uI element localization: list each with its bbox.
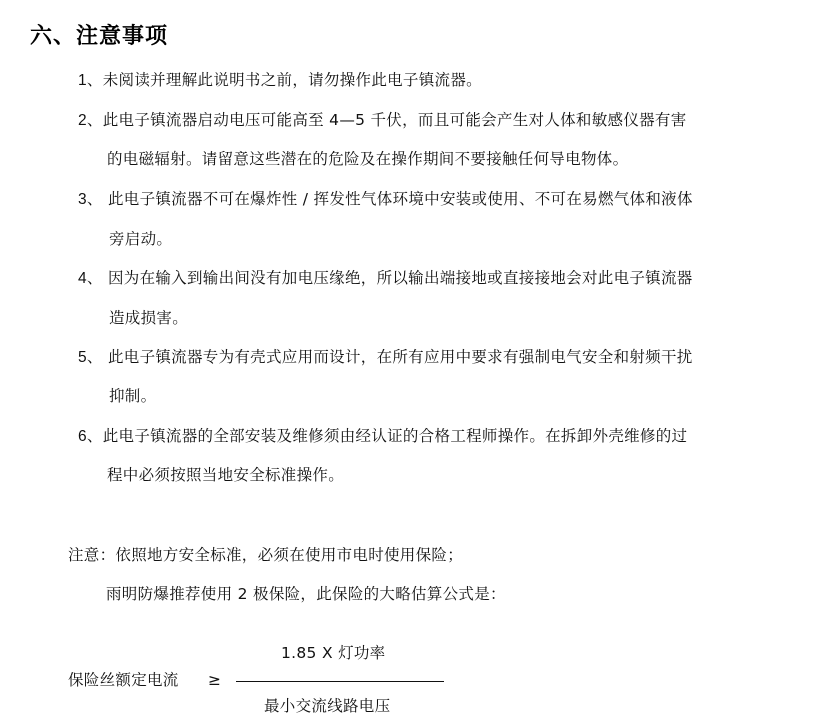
fraction-bar xyxy=(236,681,444,682)
note-line-1: 注意：依照地方安全标准，必须在使用市电时使用保险； xyxy=(68,546,464,564)
item-text: 此电子镇流器的全部安装及维修须由经认证的合格工程师操作。在拆卸外壳维修的过 xyxy=(102,427,688,445)
item-number: 4、 xyxy=(78,270,103,287)
list-item-2 xyxy=(78,110,687,131)
list-item-4 xyxy=(78,268,693,289)
item-text: 此电子镇流器启动电压可能高至 4—5 千伏，而且可能会产生对人体和敏感仪器有害 xyxy=(102,111,687,129)
item-text: 未阅读并理解此说明书之前，请勿操作此电子镇流器。 xyxy=(102,71,482,89)
list-item-1 xyxy=(78,70,482,91)
list-item-6-continuation: 程中必须按照当地安全标准操作。 xyxy=(107,466,345,484)
formula-denominator: 最小交流线路电压 xyxy=(264,697,391,715)
item-text: 因为在输入到输出间没有加电压缘绝，所以输出端接地或直接接地会对此电子镇流器 xyxy=(107,269,693,287)
item-number: 1、 xyxy=(78,72,103,89)
item-number: 5、 xyxy=(78,349,103,366)
formula-lhs: 保险丝额定电流 xyxy=(68,671,179,689)
list-item-5-continuation: 抑制。 xyxy=(109,387,157,405)
item-text: 此电子镇流器专为有壳式应用而设计，在所有应用中要求有强制电气安全和射频干扰 xyxy=(107,348,693,366)
list-item-3-continuation: 旁启动。 xyxy=(109,230,173,248)
list-item-3 xyxy=(78,189,693,210)
item-number: 2、 xyxy=(78,112,103,129)
list-item-4-continuation: 造成损害。 xyxy=(109,309,189,327)
item-number: 6、 xyxy=(78,428,103,445)
item-text: 此电子镇流器不可在爆炸性 / 挥发性气体环境中安装或使用、不可在易燃气体和液体 xyxy=(107,190,693,208)
list-item-5 xyxy=(78,347,693,368)
formula-numerator: 1.85 X 灯功率 xyxy=(281,644,386,662)
list-item-2-continuation: 的电磁辐射。请留意这些潜在的危险及在操作期间不要接触任何导电物体。 xyxy=(107,150,629,168)
note-line-2: 雨明防爆推荐使用 2 极保险，此保险的大略估算公式是： xyxy=(106,585,506,603)
formula-relation: ≥ xyxy=(208,671,222,689)
item-number: 3、 xyxy=(78,191,103,208)
section-title: 六、注意事项 xyxy=(30,24,169,49)
list-item-6 xyxy=(78,426,687,447)
